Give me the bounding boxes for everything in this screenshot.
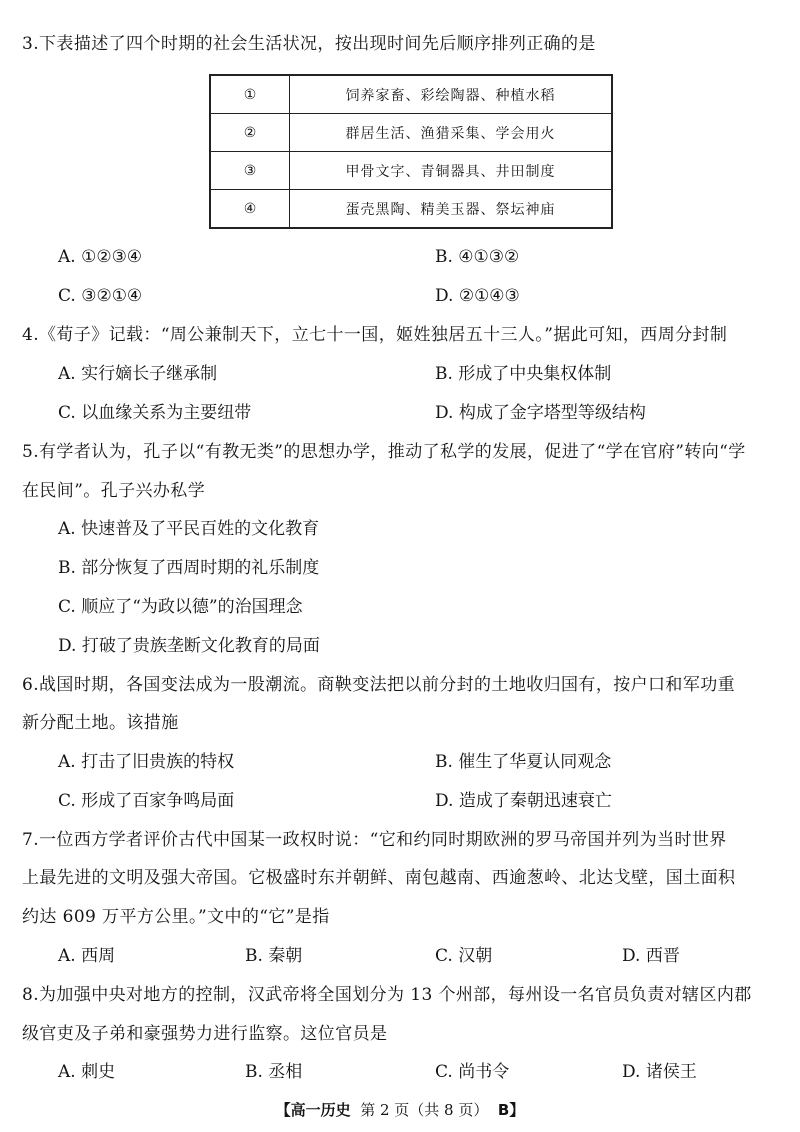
question-7-stem-line-3: 约达 609 万平方公里。”文中的“它”是指 [22,907,330,927]
question-4-stem: 4.《荀子》记载：“周公兼制天下，立七十一国，姬姓独居五十三人。”据此可知，西周分封制 [22,325,728,345]
q4-option-d: D. 构成了金字塔型等级结构 [435,403,646,423]
table-cell-num: ① [210,75,290,114]
footer-version: B】 [497,1101,525,1119]
question-7-stem-line-1: 7.一位西方学者评价古代中国某一政权时说：“它和约同时期欧洲的罗马帝国并列为当时世界 [22,830,727,850]
table-cell-desc: 蛋壳黑陶、精美玉器、祭坛神庙 [290,190,613,229]
q3-option-c: C. ③②①④ [58,286,143,306]
q6-option-c: C. 形成了百家争鸣局面 [58,791,235,811]
q3-option-d: D. ②①④③ [435,286,520,306]
events-table [209,74,613,229]
table-cell-num: ④ [210,190,290,229]
table-cell-num: ② [210,114,290,152]
q7-option-c: C. 汉朝 [435,946,493,966]
table-row [210,114,612,152]
table-row [210,152,612,190]
question-5-stem-line-2: 在民间”。孔子兴办私学 [22,481,206,501]
q8-option-b: B. 丞相 [245,1062,303,1082]
footer-subject: 【高一历史 [275,1101,351,1119]
question-3-stem: 3.下表描述了四个时期的社会生活状况，按出现时间先后顺序排列正确的是 [22,34,596,54]
table-cell-desc: 饲养家畜、彩绘陶器、种植水稻 [290,75,613,114]
table-row [210,75,612,114]
q6-option-d: D. 造成了秦朝迅速衰亡 [435,791,612,811]
table-row [210,190,612,229]
q3-option-a: A. ①②③④ [58,247,143,267]
question-8-stem-line-2: 级官吏及子弟和豪强势力进行监察。这位官员是 [22,1024,388,1044]
q5-option-a: A. 快速普及了平民百姓的文化教育 [58,519,320,539]
q7-option-b: B. 秦朝 [245,946,303,966]
q7-option-d: D. 西晋 [622,946,680,966]
question-7-stem-line-2: 上最先进的文明及强大帝国。它极盛时东并朝鲜、南包越南、西逾葱岭、北达戈壁，国土面积 [22,868,736,888]
q4-option-a: A. 实行嫡长子继承制 [58,364,218,384]
page-footer [0,1100,800,1120]
q8-option-a: A. 刺史 [58,1062,116,1082]
q7-option-a: A. 西周 [58,946,116,966]
question-5-stem-line-1: 5.有学者认为，孔子以“有教无类”的思想办学，推动了私学的发展，促进了“学在官府”转向“学 [22,442,746,462]
question-6-stem-line-1: 6.战国时期，各国变法成为一股潮流。商鞅变法把以前分封的土地收归国有，按户口和军功重 [22,675,736,695]
table-cell-desc: 群居生活、渔猎采集、学会用火 [290,114,613,152]
q5-option-c: C. 顺应了“为政以德”的治国理念 [58,597,303,617]
question-6-stem-line-2: 新分配土地。该措施 [22,713,179,733]
q4-option-b: B. 形成了中央集权体制 [435,364,612,384]
q5-option-b: B. 部分恢复了西周时期的礼乐制度 [58,558,320,578]
table-cell-desc: 甲骨文字、青铜器具、井田制度 [290,152,613,190]
q4-option-c: C. 以血缘关系为主要纽带 [58,403,252,423]
q8-option-d: D. 诸侯王 [622,1062,697,1082]
q6-option-b: B. 催生了华夏认同观念 [435,752,612,772]
question-8-stem-line-1: 8.为加强中央对地方的控制，汉武帝将全国划分为 13 个州部，每州设一名官员负责对辖区内郡 [22,985,752,1005]
q6-option-a: A. 打击了旧贵族的特权 [58,752,235,772]
footer-page-number: 第 2 页（共 8 页） [360,1101,489,1119]
q8-option-c: C. 尚书令 [435,1062,510,1082]
table-cell-num: ③ [210,152,290,190]
q5-option-d: D. 打破了贵族垄断文化教育的局面 [58,636,320,656]
q3-option-b: B. ④①③② [435,247,520,267]
